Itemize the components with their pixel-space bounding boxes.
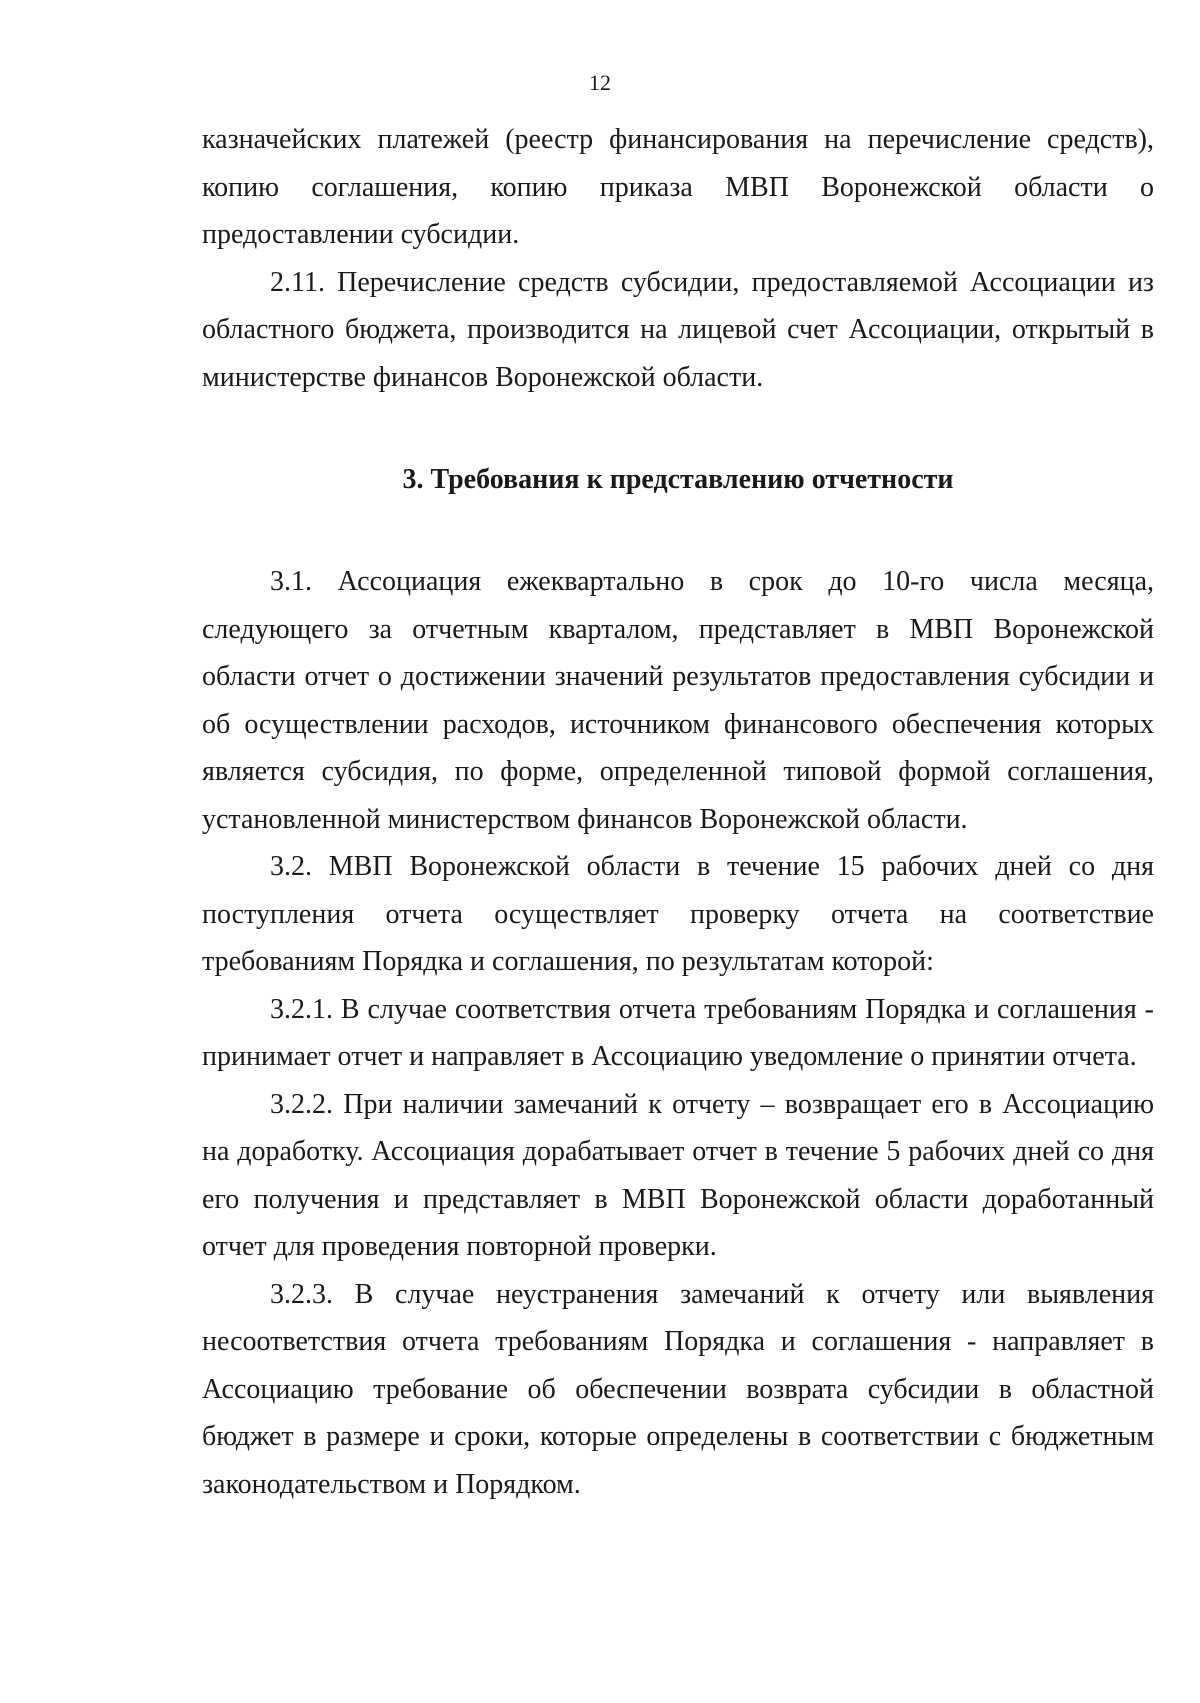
paragraph-3-1: 3.1. Ассоциация ежеквартально в срок до 10-го числа месяца, следующего за отчетным кварталом, представляет в МВП Воронежской области отчет о достижении значений результатов предоставления субсидии и об осуществлении расходов, источником финансового обеспечения которых является субсидия, по форме, определенной типовой формой соглашения, установленной министерством финансов Воронежской области. xyxy=(202,566,1154,835)
paragraph-2-11: 2.11. Перечисление средств субсидии, предоставляемой Ассоциации из областного бюджета, производится на лицевой счет Ассоциации, открытый в министерстве финансов Воронежской области. xyxy=(202,266,1154,393)
section-heading: 3. Требования к представлению отчетности xyxy=(402,464,954,495)
paragraph-3-2: 3.2. МВП Воронежской области в течение 15 рабочих дней со дня поступления отчета осуществляет проверку отчета на соответствие требованиям Порядка и соглашения, по результатам которой: xyxy=(202,851,1154,977)
paragraph-continuation: казначейских платежей (реестр финансирования на перечисление средств), копию соглашения, копию приказа МВП Воронежской области о предоставлении субсидии. xyxy=(202,124,1154,250)
section-3-text-block xyxy=(202,558,1154,1508)
paragraph-3-2-3: 3.2.3. В случае неустранения замечаний к отчету или выявления несоответствия отчета требованиям Порядка и соглашения - направляет в Ассоциацию требование об обеспечении возврата субсидии в областной бюджет в размере и сроки, которые определены в соответствии с бюджетным законодательством и Порядком. xyxy=(202,1278,1154,1500)
top-text-block xyxy=(202,116,1154,401)
paragraph-3-2-1: 3.2.1. В случае соответствия отчета требованиям Порядка и соглашения - принимает отчет и направляет в Ассоциацию уведомление о принятии отчета. xyxy=(202,993,1154,1072)
paragraph-3-2-2: 3.2.2. При наличии замечаний к отчету – возвращает его в Ассоциацию на доработку. Ассоциация дорабатывает отчет в течение 5 рабочих дней со дня его получения и представляет в МВП Воронежской области доработанный отчет для проведения повторной проверки. xyxy=(202,1088,1154,1262)
page-number: 12 xyxy=(589,70,611,95)
